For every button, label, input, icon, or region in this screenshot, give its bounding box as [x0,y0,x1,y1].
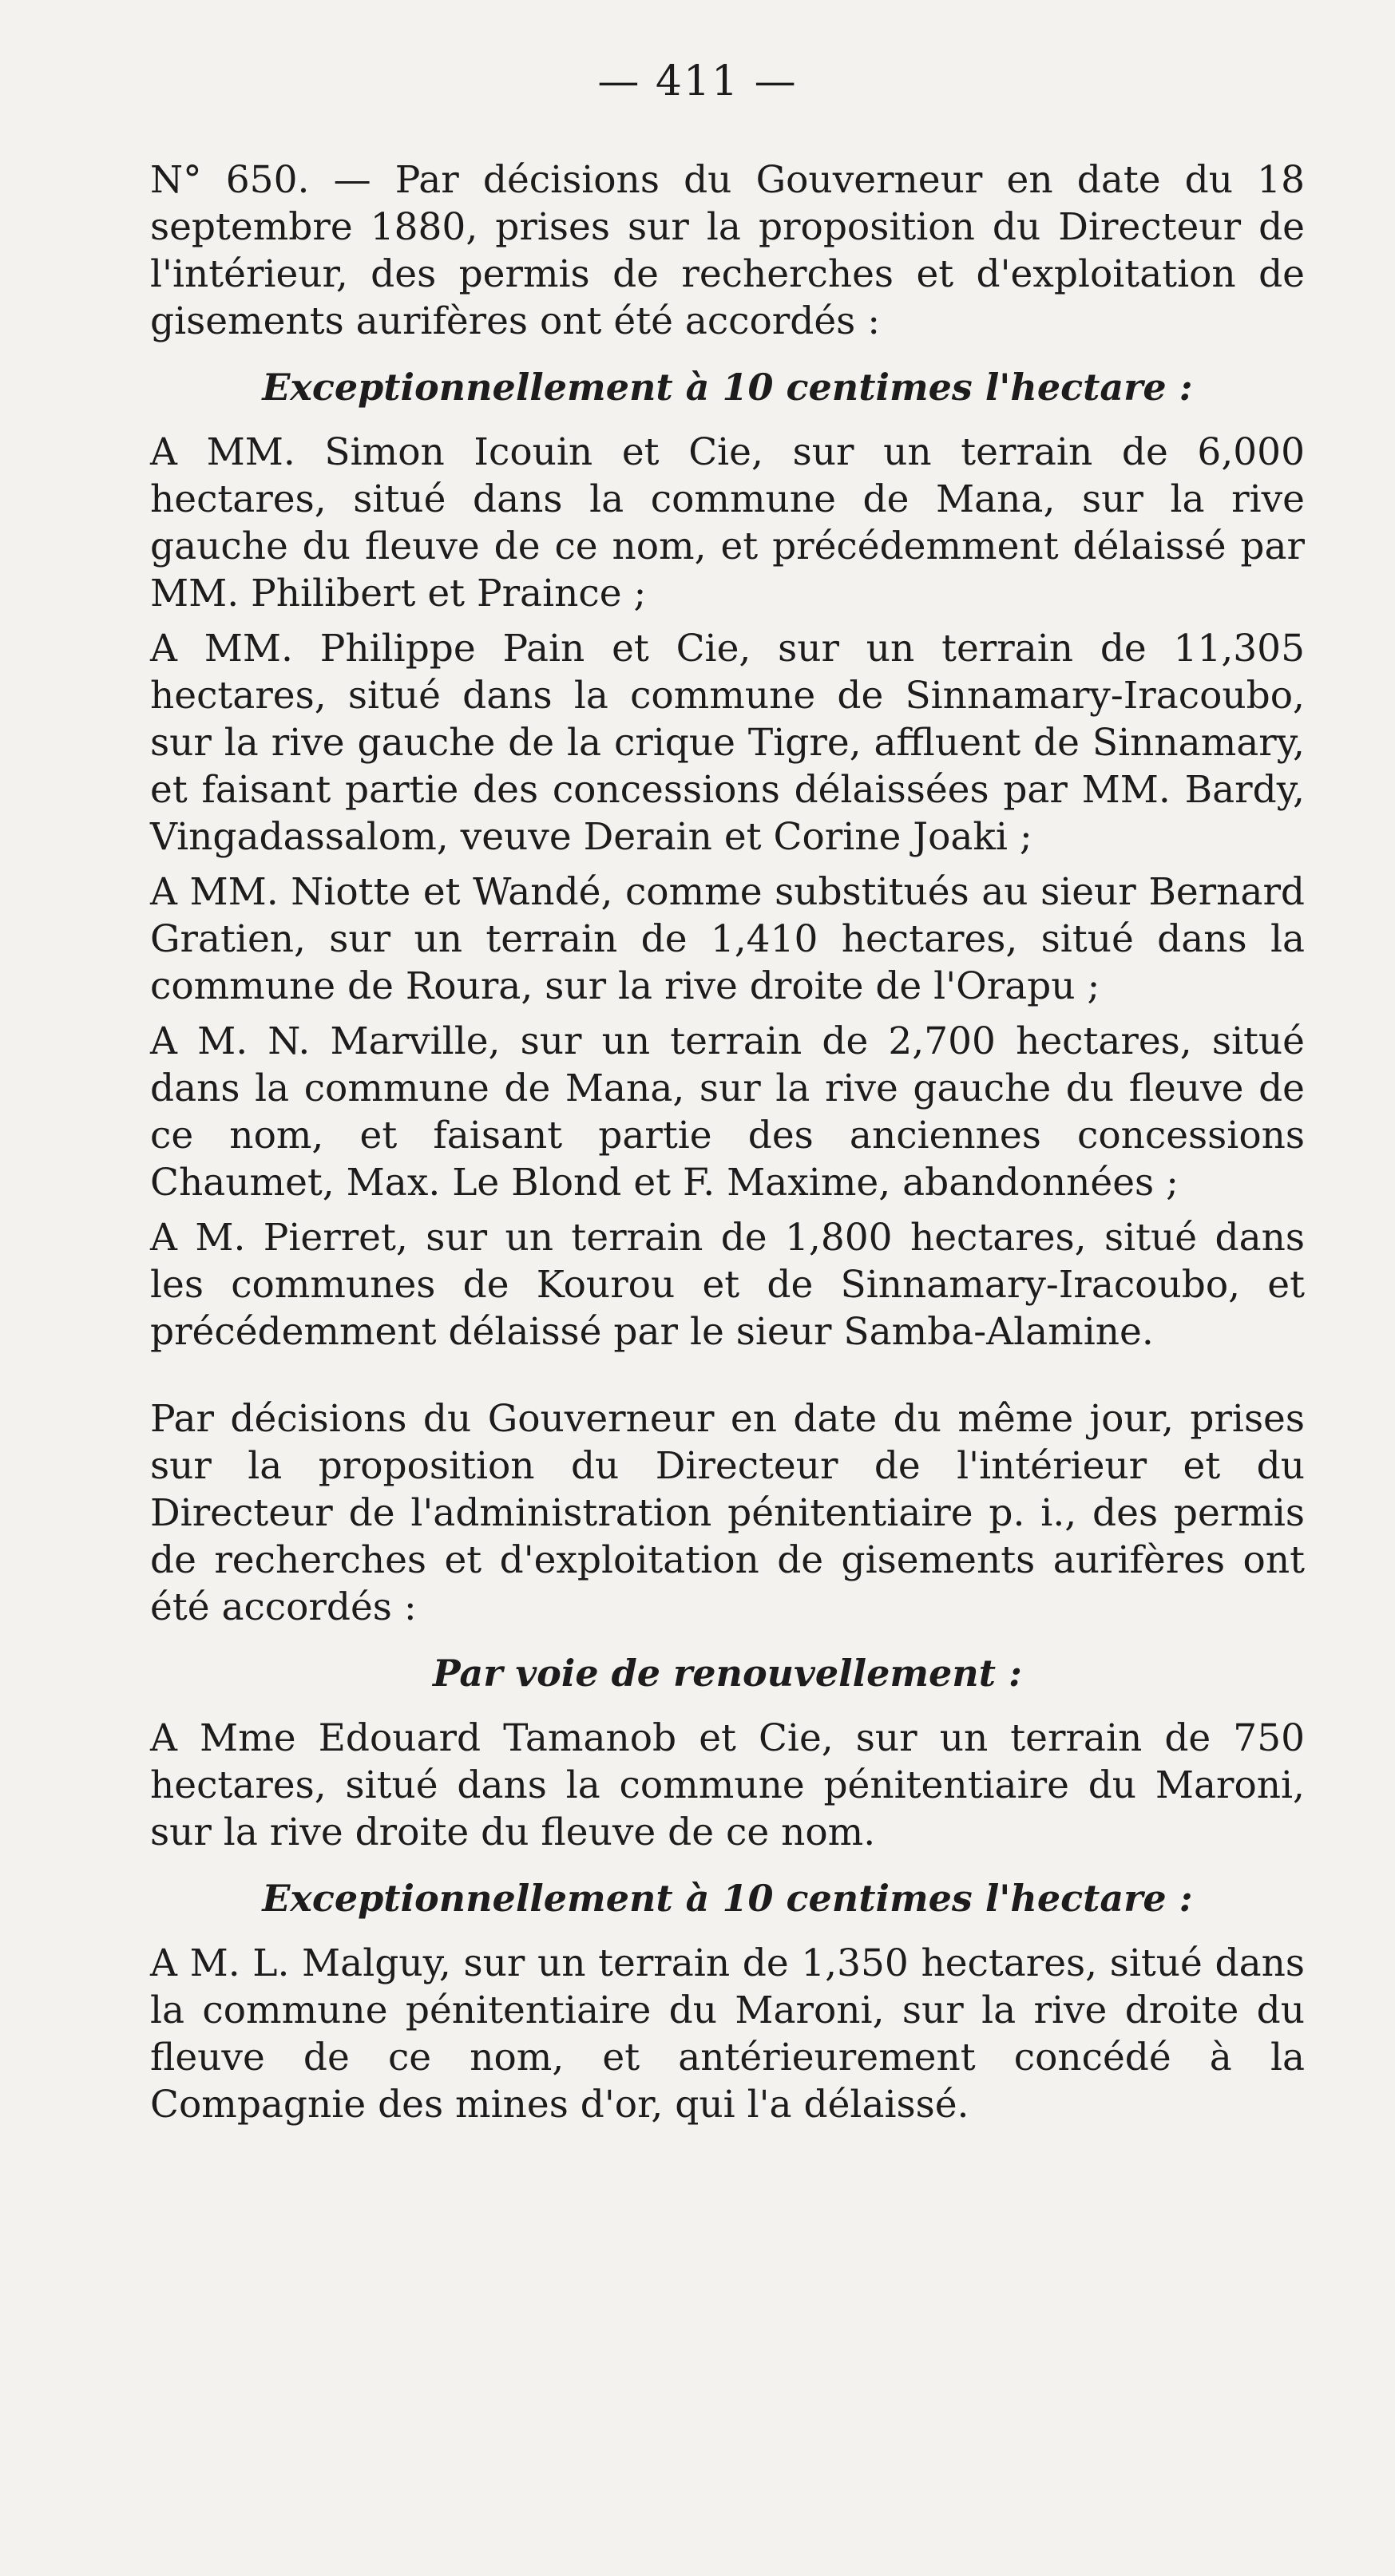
entry-malguy: A M. L. Malguy, sur un terrain de 1,350 hectares, situé dans la commune pénitentiaire du Maroni, sur la rive droite du fleuve de ce nom, et antérieurement concédé à la Compagnie des mines d'or, qui l'a délaissé. [150,1941,1305,2127]
intro-paragraph-2: Par décisions du Gouverneur en date du même jour, prises sur la proposition du Directeur de l'intérieur et du Directeur de l'administration pénitentiaire p. i., des permis de recherches et d'exploitation de gisements aurifères ont été accordés : [150,1397,1305,1629]
page-number: — 411 — [597,57,798,105]
section-heading-3: Exceptionnellement à 10 centimes l'hectare : [262,1877,1193,1920]
section-heading-1: Exceptionnellement à 10 centimes l'hectare : [262,366,1193,409]
entry-renewal: A Mme Edouard Tamanob et Cie, sur un terrain de 750 hectares, situé dans la commune pénitentiaire du Maroni, sur la rive droite du fleuve de ce nom. [150,1716,1305,1854]
entry-3: A MM. Niotte et Wandé, comme substitués au sieur Bernard Gratien, sur un terrain de 1,410 hectares, situé dans la commune de Roura, sur la rive droite de l'Orapu ; [150,870,1305,1008]
section-heading-2: Par voie de renouvellement : [433,1652,1022,1695]
entry-1: A MM. Simon Icouin et Cie, sur un terrain de 6,000 hectares, situé dans la commune de Mana, sur la rive gauche du fleuve de ce nom, et précédemment délaissé par MM. Philibert et Praince ; [150,430,1305,615]
entry-4: A M. N. Marville, sur un terrain de 2,700 hectares, situé dans la commune de Mana, sur la rive gauche du fleuve de ce nom, et faisant partie des anciennes concessions Chaumet, Max. Le Blond et F. Maxime, abandonnées ; [150,1019,1305,1205]
text-block [150,156,1305,2136]
entry-2: A MM. Philippe Pain et Cie, sur un terrain de 11,305 hectares, situé dans la commune de Sinnamary-Iracoubo, sur la rive gauche de la crique Tigre, affluent de Sinnamary, et faisant partie des concessions délaissées par MM. Bardy, Vingadassalom, veuve Derain et Corine Joaki ; [150,627,1305,859]
intro-paragraph: N° 650. — Par décisions du Gouverneur en date du 18 septembre 1880, prises sur la proposition du Directeur de l'intérieur, des permis de recherches et d'exploitation de gisements aurifères ont été accordés : [150,158,1305,343]
spacer [150,1363,1305,1395]
entry-5: A M. Pierret, sur un terrain de 1,800 hectares, situé dans les communes de Kourou et de Sinnamary-Iracoubo, et précédemment délaissé par le sieur Samba-Alamine. [150,1216,1305,1354]
